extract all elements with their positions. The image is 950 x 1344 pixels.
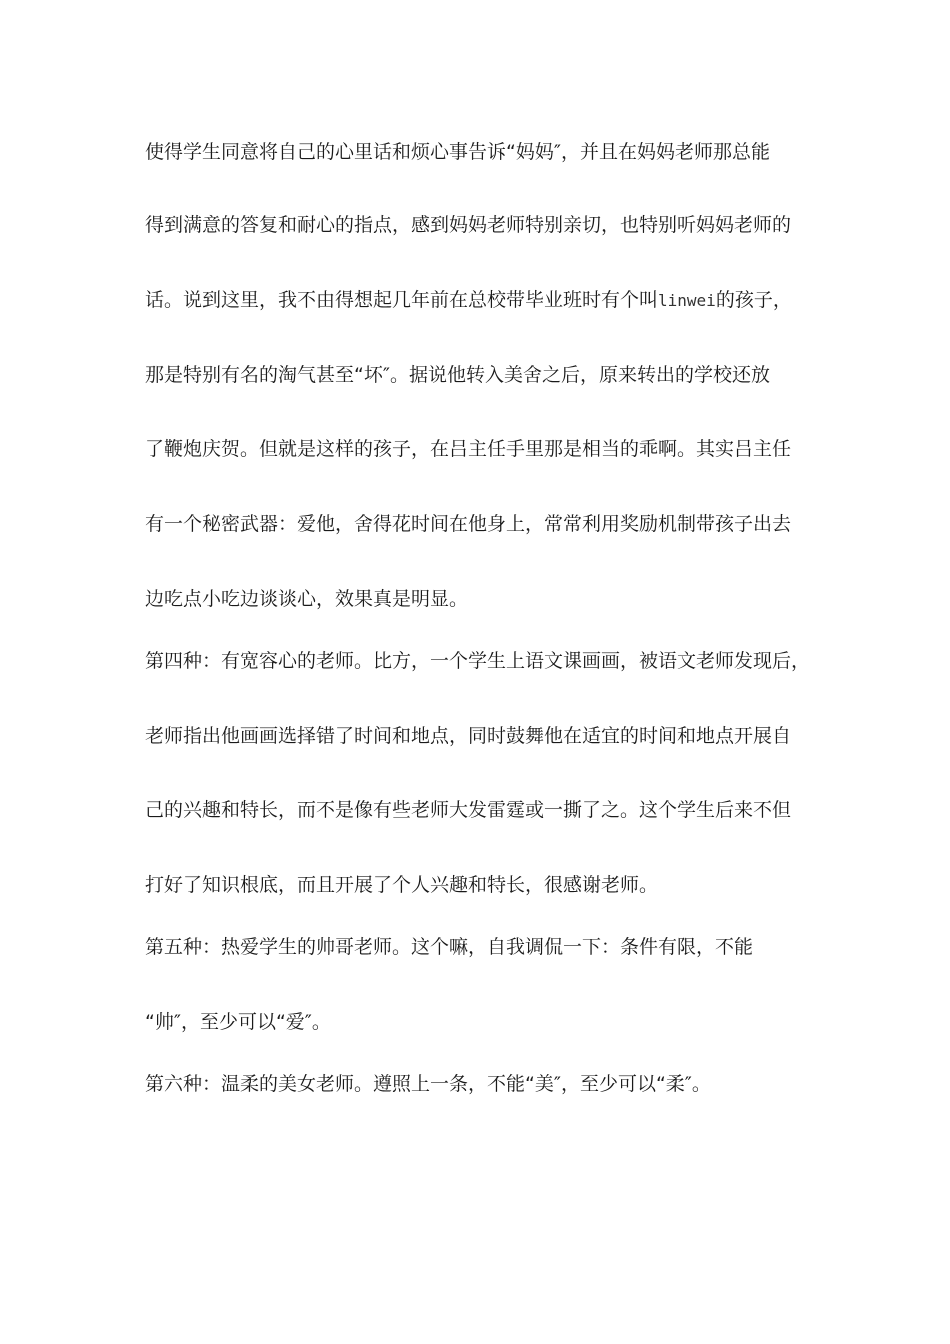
paragraph-line: 那是特别有名的淘气甚至“坏″。据说他转入美舍之后，原来转出的学校还放 xyxy=(145,364,770,386)
paragraph-line: 边吃点小吃边谈谈心，效果真是明显。 xyxy=(145,588,469,610)
paragraph-line: 打好了知识根底，而且开展了个人兴趣和特长，很感谢老师。 xyxy=(145,874,659,896)
paragraph-line: 使得学生同意将自己的心里话和烦心事告诉“妈妈″，并且在妈妈老师那总能 xyxy=(145,141,770,163)
paragraph-line: 第五种：热爱学生的帅哥老师。这个嘛，自我调侃一下：条件有限，不能 xyxy=(145,936,754,958)
line-text: 的孩子， xyxy=(715,289,792,311)
paragraph-line xyxy=(145,287,825,314)
line-text: 话。说到这里，我不由得想起几年前在总校带毕业班时有个叫 xyxy=(145,289,659,311)
paragraph-line: 第四种：有宽容心的老师。比方，一个学生上语文课画画，被语文老师发现后， xyxy=(145,650,811,672)
paragraph-line: 了鞭炮庆贺。但就是这样的孩子，在吕主任手里那是相当的乖啊。其实吕主任 xyxy=(145,438,792,460)
paragraph-line: 己的兴趣和特长，而不是像有些老师大发雷霆或一撕了之。这个学生后来不但 xyxy=(145,799,792,821)
paragraph-line: 得到满意的答复和耐心的指点，感到妈妈老师特别亲切，也特别听妈妈老师的 xyxy=(145,214,792,236)
paragraph-line: “帅″，至少可以“爱″。 xyxy=(145,1011,331,1033)
name-text: linwei xyxy=(658,291,716,310)
paragraph-line: 有一个秘密武器：爱他，舍得花时间在他身上，常常利用奖励机制带孩子出去 xyxy=(145,513,792,535)
paragraph-line: 第六种：温柔的美女老师。遵照上一条，不能“美″，至少可以“柔″。 xyxy=(145,1073,711,1095)
paragraph-line: 老师指出他画画选择错了时间和地点，同时鼓舞他在适宜的时间和地点开展自 xyxy=(145,725,792,747)
